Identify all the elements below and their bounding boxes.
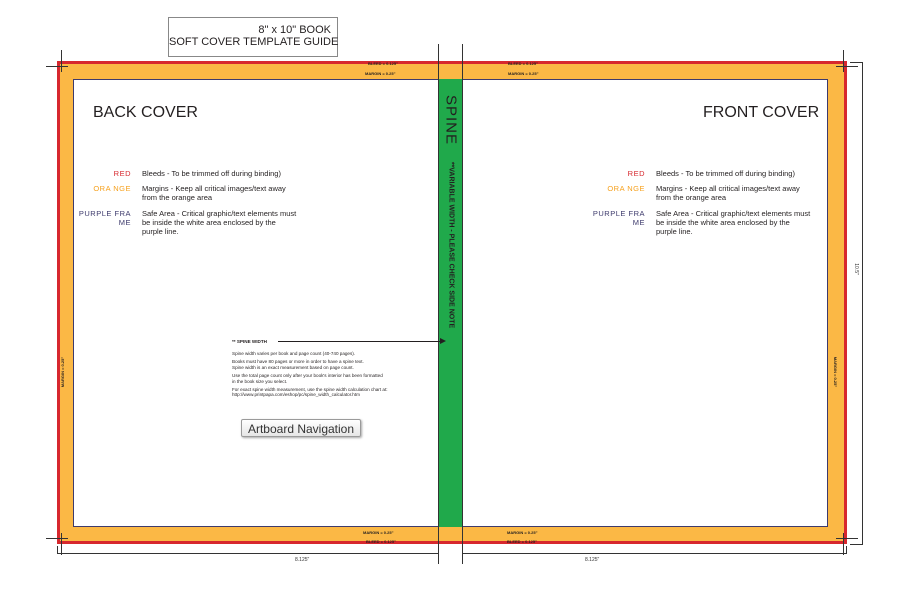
back-width-label: 8.125"	[295, 557, 310, 563]
crop-mark-bottom-left	[61, 533, 62, 555]
spine-right-trim-line	[462, 44, 463, 564]
spine-info-p2-line2: Spine width is an exact measurement based on page count.	[232, 364, 354, 370]
front-legend-key-red: RED	[627, 169, 645, 178]
spine-title-text: SPINE	[442, 94, 459, 146]
front-cover-safe-area	[462, 79, 828, 527]
template-title-line1: 8" x 10" BOOK	[258, 24, 331, 36]
front-cover-title: FRONT COVER	[703, 104, 820, 121]
spine-info-p3-line1: Use the total page count only after your book's interior has been formatted	[232, 373, 383, 379]
spine-info-p4-line2: http://www.printpapa.com/eshop/pc/spine_width_calculator.htm	[232, 392, 360, 398]
spine-info-p2-line1: Books must have 80 pages or more in order to have a spine text.	[232, 359, 364, 365]
back-width-left-tick	[57, 546, 58, 554]
crop-mark-left-top	[46, 66, 68, 67]
back-cover-title: BACK COVER	[93, 104, 198, 121]
bleed-label-top-right: BLEED = 0.125"	[508, 61, 539, 66]
margin-label-top-left: MARGIN = 0.25"	[365, 71, 396, 76]
crop-mark-top-left	[61, 50, 62, 72]
front-legend-key-orange: ORA NGE	[607, 184, 645, 193]
spine-width-heading: ** SPINE WIDTH	[232, 339, 267, 344]
height-dimension-bottom-tick	[850, 544, 863, 545]
spine-width-pointer-line	[278, 341, 442, 342]
front-legend-text-purple: Safe Area - Critical graphic/text elements must be inside the white area enclosed by the purple line.	[656, 209, 811, 236]
margin-label-bottom-right: MARGIN = 0.25"	[507, 530, 538, 535]
front-legend-text-orange: Margins - Keep all critical images/text away from the orange area	[656, 184, 800, 202]
front-width-dimension-line	[463, 553, 847, 554]
back-legend-key-red: RED	[113, 169, 131, 178]
spine-note-text: **VARIABLE WIDTH - PLEASE CHECK SIDE NOTE	[447, 161, 454, 329]
margin-label-right-side: MARGIN = 0.25"	[833, 356, 839, 388]
front-legend-text-red: Bleeds - To be trimmed off during binding)	[656, 169, 795, 178]
bleed-label-top-left: BLEED = 0.125"	[368, 61, 399, 66]
margin-label-top-right: MARGIN = 0.25"	[508, 71, 539, 76]
spine-info-p4-line1: For exact spine width measurement, use the spine width calculation chart at:	[232, 387, 388, 393]
crop-mark-right-bottom	[836, 538, 858, 539]
margin-label-bottom-left: MARGIN = 0.25"	[363, 530, 394, 535]
height-dimension-label: 10.5"	[852, 263, 859, 275]
template-title-line2: SOFT COVER TEMPLATE GUIDE	[169, 36, 339, 48]
back-cover-safe-area	[73, 79, 439, 527]
back-legend-text-red: Bleeds - To be trimmed off during binding)	[142, 169, 281, 178]
front-width-right-tick	[846, 546, 847, 554]
spine-info-p3-line2: in the book size you select.	[232, 378, 288, 384]
artboard-navigation-button[interactable]: Artboard Navigation	[241, 419, 361, 437]
front-width-label: 8.125"	[585, 557, 600, 563]
back-legend-key-orange: ORA NGE	[93, 184, 131, 193]
crop-mark-left-bottom	[46, 538, 68, 539]
arrow-right-icon	[440, 338, 446, 344]
height-dimension-line	[862, 62, 863, 544]
back-legend-key-purple: PURPLE FRA ME	[78, 209, 131, 227]
margin-label-left-side: MARGIN = 0.25"	[60, 356, 66, 388]
bleed-label-bottom-right: BLEED = 0.125"	[507, 539, 538, 544]
bleed-label-bottom-left: BLEED = 0.125"	[366, 539, 397, 544]
spine-title	[439, 94, 462, 146]
back-width-dimension-line	[57, 553, 438, 554]
height-dimension-top-tick	[850, 62, 863, 63]
spine-info-p1-line1: Spine width varies per book and page count (40-740 pages).	[232, 351, 356, 356]
back-legend-text-purple: Safe Area - Critical graphic/text elements must be inside the white area enclosed by the purple line.	[142, 209, 297, 236]
crop-mark-right-top	[836, 66, 858, 67]
template-title-box	[168, 17, 338, 57]
crop-mark-bottom-right	[843, 533, 844, 555]
front-legend-key-purple: PURPLE FRA ME	[592, 209, 645, 227]
spine-note	[439, 155, 462, 335]
spine-width-info	[232, 351, 422, 401]
crop-mark-top-right	[843, 50, 844, 72]
back-legend-text-orange: Margins - Keep all critical images/text away from the orange area	[142, 184, 286, 202]
